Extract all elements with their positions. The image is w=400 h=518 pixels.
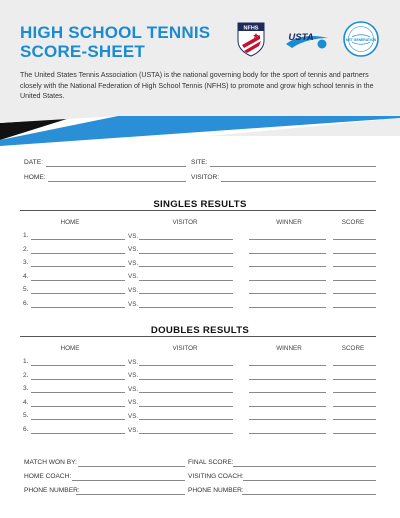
vs-label: VS. — [128, 426, 139, 434]
date-label: DATE: — [24, 159, 43, 166]
vs-label: VS. — [128, 246, 139, 254]
doubles-col-0: HOME — [60, 345, 80, 352]
winner-field[interactable] — [249, 239, 326, 240]
score-field[interactable] — [333, 239, 376, 240]
home-player-field[interactable] — [31, 293, 125, 294]
score-field[interactable] — [333, 293, 376, 294]
home-player-field[interactable] — [31, 280, 125, 281]
doubles-rule — [20, 336, 376, 337]
title-line-1: HIGH SCHOOL TENNIS — [20, 23, 211, 42]
intro-paragraph: The United States Tennis Association (USTA) is the national governing body for the sport of tennis and partners closely with the National Federation of High School Tennis (NFHS) to promote and grow high school tennis in the United States. — [20, 71, 374, 101]
date-field[interactable] — [46, 166, 186, 167]
row-number: 5. — [23, 412, 29, 420]
vs-label: VS. — [128, 385, 139, 393]
score-field[interactable] — [333, 253, 376, 254]
visitor-player-field[interactable] — [139, 307, 233, 308]
home-field[interactable] — [48, 181, 186, 182]
visitor-player-field[interactable] — [139, 419, 233, 420]
row-number: 3. — [23, 385, 29, 393]
winner-field[interactable] — [249, 392, 326, 393]
vs-label: VS. — [128, 259, 139, 267]
singles-col-2: WINNER — [276, 219, 302, 226]
vs-label: VS. — [128, 232, 139, 240]
row-number: 2. — [23, 245, 29, 253]
doubles-title: DOUBLES RESULTS — [150, 325, 250, 336]
vs-label: VS. — [128, 358, 139, 366]
home-coach-field[interactable] — [72, 480, 185, 481]
singles-col-0: HOME — [60, 219, 80, 226]
visitor-player-field[interactable] — [139, 433, 233, 434]
vs-label: VS. — [128, 372, 139, 380]
row-number: 4. — [23, 398, 29, 406]
visiting-phone-label: PHONE NUMBER: — [188, 487, 244, 494]
row-number: 1. — [23, 358, 29, 365]
home-phone-label: PHONE NUMBER: — [24, 487, 80, 494]
visiting-coach-label: VISITING COACH: — [188, 473, 244, 480]
winner-field[interactable] — [249, 280, 326, 281]
vs-label: VS. — [128, 286, 139, 294]
nfhs-logo-icon — [236, 21, 266, 57]
singles-col-1: VISITOR — [172, 219, 198, 226]
net-generation-logo-icon — [342, 20, 380, 58]
home-phone-field[interactable] — [76, 494, 185, 495]
visitor-player-field[interactable] — [139, 293, 233, 294]
visitor-field[interactable] — [221, 181, 376, 182]
nfhs-logo-text: NFHS — [243, 25, 259, 32]
singles-title: SINGLES RESULTS — [153, 199, 247, 210]
usta-logo-text: USTA — [288, 32, 314, 43]
winner-field[interactable] — [249, 253, 326, 254]
title-line-2: SCORE-SHEET — [20, 42, 145, 61]
site-label: SITE: — [191, 159, 208, 166]
home-player-field[interactable] — [31, 253, 125, 254]
header-stripe — [0, 110, 400, 156]
doubles-col-2: WINNER — [276, 345, 302, 352]
vs-label: VS. — [128, 412, 139, 420]
home-player-field[interactable] — [31, 307, 125, 308]
score-field[interactable] — [333, 307, 376, 308]
home-player-field[interactable] — [31, 433, 125, 434]
winner-field[interactable] — [249, 307, 326, 308]
score-field[interactable] — [333, 433, 376, 434]
score-field[interactable] — [333, 365, 376, 366]
row-number: 1. — [23, 232, 29, 239]
visitor-player-field[interactable] — [139, 379, 233, 380]
winner-field[interactable] — [249, 406, 326, 407]
vs-label: VS. — [128, 300, 139, 308]
page-title — [20, 23, 240, 61]
winner-field[interactable] — [249, 293, 326, 294]
singles-rule — [20, 210, 376, 211]
row-number: 6. — [23, 426, 29, 433]
home-player-field[interactable] — [31, 266, 125, 267]
row-number: 2. — [23, 371, 29, 379]
score-field[interactable] — [333, 280, 376, 281]
site-field[interactable] — [210, 166, 376, 167]
winner-field[interactable] — [249, 379, 326, 380]
winner-field[interactable] — [249, 266, 326, 267]
match-won-by-field[interactable] — [78, 466, 185, 467]
doubles-col-1: VISITOR — [172, 345, 198, 352]
visitor-player-field[interactable] — [139, 266, 233, 267]
visitor-player-field[interactable] — [139, 239, 233, 240]
home-player-field[interactable] — [31, 379, 125, 380]
home-coach-label: HOME COACH: — [24, 473, 72, 480]
score-field[interactable] — [333, 379, 376, 380]
home-player-field[interactable] — [31, 239, 125, 240]
score-field[interactable] — [333, 419, 376, 420]
home-player-field[interactable] — [31, 419, 125, 420]
match-won-by-label: MATCH WON BY: — [24, 459, 77, 466]
visitor-player-field[interactable] — [139, 392, 233, 393]
final-score-label: FINAL SCORE: — [188, 459, 234, 466]
score-field[interactable] — [333, 406, 376, 407]
home-label: HOME: — [24, 174, 46, 181]
visitor-label: VISITOR: — [191, 174, 220, 181]
row-number: 3. — [23, 259, 29, 267]
vs-label: VS. — [128, 399, 139, 407]
visitor-player-field[interactable] — [139, 406, 233, 407]
row-number: 6. — [23, 300, 29, 307]
home-player-field[interactable] — [31, 365, 125, 366]
vs-label: VS. — [128, 273, 139, 281]
winner-field[interactable] — [249, 365, 326, 366]
visitor-player-field[interactable] — [139, 253, 233, 254]
singles-col-3: SCORE — [341, 219, 365, 226]
final-score-field[interactable] — [233, 466, 376, 467]
visiting-coach-field[interactable] — [243, 480, 376, 481]
logo-group — [230, 18, 390, 62]
score-field[interactable] — [333, 392, 376, 393]
visiting-phone-field[interactable] — [242, 494, 376, 495]
winner-field[interactable] — [249, 433, 326, 434]
winner-field[interactable] — [249, 419, 326, 420]
visitor-player-field[interactable] — [139, 365, 233, 366]
doubles-col-3: SCORE — [341, 345, 365, 352]
usta-logo-icon — [282, 26, 330, 54]
net-generation-logo-text: NET GENERATION — [345, 38, 377, 42]
visitor-player-field[interactable] — [139, 280, 233, 281]
home-player-field[interactable] — [31, 392, 125, 393]
row-number: 4. — [23, 272, 29, 280]
score-field[interactable] — [333, 266, 376, 267]
row-number: 5. — [23, 286, 29, 294]
home-player-field[interactable] — [31, 406, 125, 407]
